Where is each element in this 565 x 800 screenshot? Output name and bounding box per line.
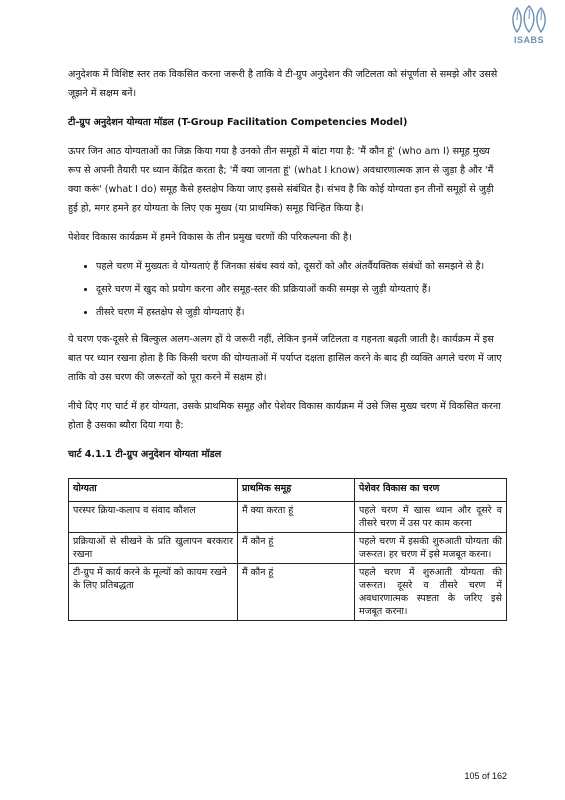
column-header: योग्यता xyxy=(69,479,238,502)
column-header: प्राथमिक समूह xyxy=(238,479,355,502)
table-cell: मैं क्या करता हूं xyxy=(238,502,355,533)
table-cell: मैं कौन हूं xyxy=(238,533,355,564)
document-body xyxy=(68,65,502,621)
table-cell: परस्पर क्रिया-कलाप व संवाद कौशल xyxy=(69,502,238,533)
table-row xyxy=(69,533,507,564)
table-cell: टी-ग्रुप में कार्य करने के मूल्यों को कायम रखने के लिए प्रतिबद्धता xyxy=(69,564,238,621)
page-number: 105 of 162 xyxy=(464,771,507,781)
chart-title: चार्ट 4.1.1 टी-ग्रुप अनुदेशन योग्यता मॉडल xyxy=(68,449,222,460)
isabs-logo xyxy=(507,4,551,45)
list-item: • दूसरे चरण में खुद को प्रयोग करना और समूह-स्तर की प्रक्रियाओं ककी समझ से जुड़ी योग्यताएं हैं। xyxy=(96,280,502,299)
table-row xyxy=(69,564,507,621)
phase-list xyxy=(68,257,502,322)
paragraph-chart-intro: नीचे दिए गए चार्ट में हर योग्यता, उसके प्राथमिक समूह और पेशेवर विकास कार्यक्रम में उसे जिस मुख्य चरण में विकसित करना होता है उसका ब्यौरा दिया गया है: xyxy=(68,401,501,431)
table-cell: पहले चरण में शुरुआती योग्यता की जरूरत। दूसरे व तीसरे चरण में अवधारणात्मक स्पष्टता के जरिए इसे मजबूत करना। xyxy=(355,564,507,621)
section-heading: टी-ग्रुप अनुदेशन योग्यता मॉडल (T-Group Facilitation Competencies Model) xyxy=(68,117,408,128)
paragraph-intro: अनुदेशक में विशिष्ट स्तर तक विकसित करना जरूरी है ताकि वे टी-ग्रुप अनुदेशन की जटिलता को संपूर्णता से समझे और उससे जूझने में सक्षम बनें। xyxy=(68,69,498,99)
column-header: पेशेवर विकास का चरण xyxy=(355,479,507,502)
table-cell: पहले चरण में खास ध्यान और दूसरे व तीसरे चरण में उस पर काम करना xyxy=(355,502,507,533)
competency-table xyxy=(68,478,507,621)
table-cell: पहले चरण में इसकी शुरुआती योग्यता की जरूरत। हर चरण में इसे मजबूत करना। xyxy=(355,533,507,564)
paragraph-phases: पेशेवर विकास कार्यक्रम में हमने विकास के तीन प्रमुख चरणों की परिकल्पना की है। xyxy=(68,232,352,243)
table-row xyxy=(69,502,507,533)
table-header-row xyxy=(69,479,507,502)
lotus-logo-icon xyxy=(509,4,549,34)
list-item: • तीसरे चरण में हस्तक्षेप से जुड़ी योग्यताएं हैं। xyxy=(96,303,502,322)
list-item: • पहले चरण में मुख्यतः वे योग्यताएं हैं जिनका संबंध स्वयं को, दूसरों को और अंतर्वैयक्तिक संबंधों को समझने से है। xyxy=(96,257,502,276)
table-cell: प्रक्रियाओं से सीखने के प्रति खुलापन बरकरार रखना xyxy=(69,533,238,564)
logo-text: ISABS xyxy=(513,35,544,45)
table-cell: मैं कौन हूं xyxy=(238,564,355,621)
paragraph-complexity: ये चरण एक-दूसरे से बिल्कुल अलग-अलग हों ये जरूरी नहीं, लेकिन इनमें जटिलता व गहनता बढ़ती जाती है। कार्यक्रम में इस बात पर ध्यान रखना होता है कि किसी चरण की योग्यताओं में पर्याप्त दक्षता हासिल करने के बाद ही व्यक्ति अगले चरण में जाए ताकि वो उस चरण की जरूरतों को पूरा करने में सक्षम हो। xyxy=(68,334,502,383)
paragraph-groups: ऊपर जिन आठ योग्यताओं का जिक्र किया गया है उनको तीन समूहों में बांटा गया है: 'मैं कौन हूं' (who am I) समूह मुख्य रूप से अपनी तैयारी पर ध्यान केंद्रित करता है; 'मैं क्या जानता हूं' (what I know) अवधारणात्मक ज्ञान से जुड़ा है और 'मैं क्या करूं' (what I do) समूह कैसे हस्तक्षेप किया जाए इससे संबंधित है। संभव है कि कोई योग्यता इन तीनों समूहों से जुड़ी हुई हो, मगर हमने हर योग्यता के लिए एक मुख्य (या प्राथमिक) समूह चिन्हित किया है। xyxy=(68,146,494,214)
